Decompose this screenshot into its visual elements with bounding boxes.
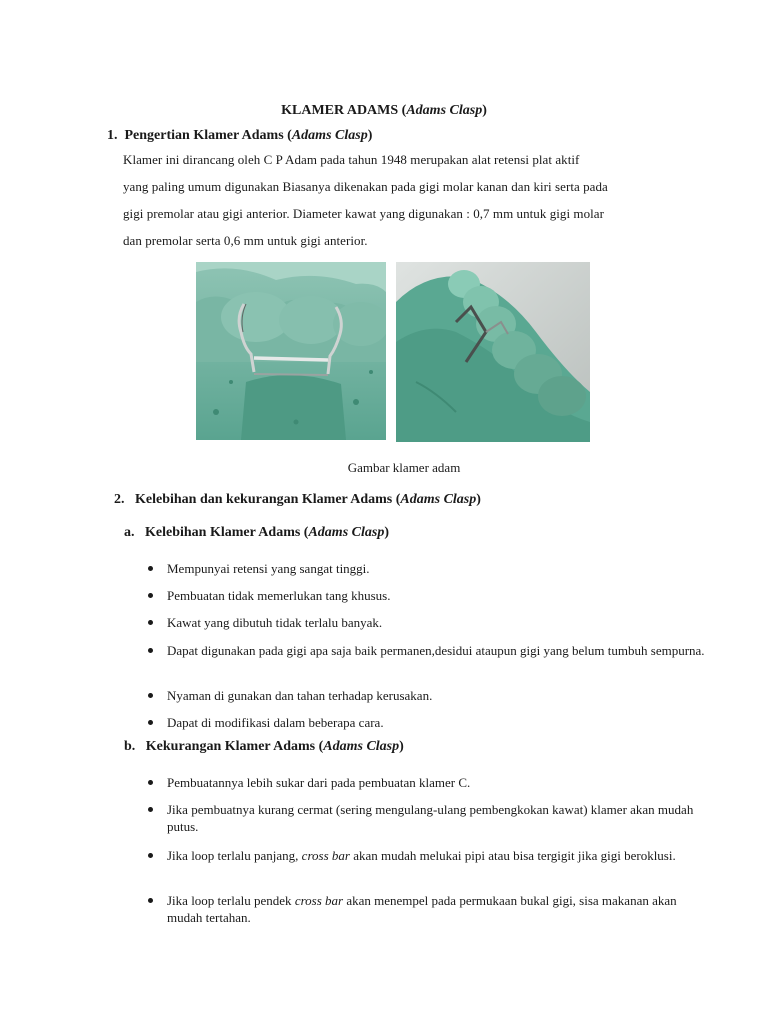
list-item-text: Mempunyai retensi yang sangat tinggi. — [167, 561, 370, 576]
clasp-photo-front — [196, 262, 386, 440]
paragraph-line-3: gigi premolar atau gigi anterior. Diameter kawat yang digunakan : 0,7 mm untuk gigi molar — [123, 206, 604, 221]
bullet-icon — [148, 720, 153, 725]
section-1-end: ) — [367, 128, 373, 143]
title-text: KLAMER ADAMS ( — [281, 103, 407, 118]
clasp-photo-side — [396, 262, 590, 442]
section-2-heading — [114, 492, 481, 508]
subsection-b-text: Kekurangan Klamer Adams ( — [145, 739, 324, 754]
bullet-icon — [148, 648, 153, 653]
list-item — [148, 801, 717, 835]
paragraph-line-4: dan premolar serta 0,6 mm untuk gigi anterior. — [123, 233, 368, 248]
subsection-b-label: b. — [124, 739, 136, 754]
subsection-a-text: Kelebihan Klamer Adams ( — [145, 525, 309, 540]
bullet-icon — [148, 807, 153, 812]
subsection-a-italic: Adams Clasp — [308, 525, 385, 540]
title-end: ) — [482, 103, 487, 118]
bullet-icon — [148, 593, 153, 598]
bullet-icon — [148, 853, 153, 858]
bullet-icon — [148, 693, 153, 698]
list-item-text: Pembuatannya lebih sukar dari pada pembuatan klamer C. — [167, 775, 471, 790]
section-2-end: ) — [476, 492, 481, 507]
list-item — [148, 560, 370, 577]
list-item-text: Nyaman di gunakan dan tahan terhadap kerusakan. — [167, 688, 433, 703]
list-item-text: Dapat di modifikasi dalam beberapa cara. — [167, 715, 384, 730]
list-item-text: Kawat yang dibutuh tidak terlalu banyak. — [167, 615, 383, 630]
section-2-italic: Adams Clasp — [400, 492, 477, 507]
section-2-number: 2. — [114, 492, 125, 507]
bullet-icon — [148, 898, 153, 903]
bullet-icon — [148, 620, 153, 625]
paragraph-line-2: yang paling umum digunakan Biasanya dikenakan pada gigi molar kanan dan kiri serta pada — [123, 179, 608, 194]
list-item — [148, 847, 712, 864]
list-item-text-post: akan menempel pada permukaan bukal gigi, sisa makanan akan mudah tertahan. — [167, 893, 677, 925]
list-item-text: Jika pembuatnya kurang cermat (sering mengulang-ulang pembengkokan kawat) klamer akan mudah putus. — [167, 802, 694, 834]
list-item — [148, 614, 382, 631]
list-item-text: Pembuatan tidak memerlukan tang khusus. — [167, 588, 391, 603]
subsection-a-end: ) — [384, 525, 389, 540]
title-italic: Adams Clasp — [406, 103, 483, 118]
list-item-text-pre: Jika loop terlalu pendek — [167, 893, 295, 908]
list-item-text-em: cross bar — [301, 848, 350, 863]
subsection-b-italic: Adams Clasp — [323, 739, 400, 754]
section-1-text: Pengertian Klamer Adams ( — [124, 128, 292, 143]
list-item — [148, 587, 390, 604]
list-item-text: Dapat digunakan pada gigi apa saja baik permanen,desidui ataupun gigi yang belum tumbuh sempurna. — [167, 643, 705, 658]
subsection-a-label: a. — [124, 525, 135, 540]
section-2-text: Kelebihan dan kekurangan Klamer Adams ( — [135, 492, 401, 507]
list-item-text-pre: Jika loop terlalu panjang, — [167, 848, 302, 863]
list-item — [148, 774, 470, 791]
list-item-text-em: cross bar — [294, 893, 344, 908]
bullet-icon — [148, 780, 153, 785]
subsection-a-heading — [124, 525, 389, 541]
subsection-b-heading — [124, 739, 404, 755]
list-item — [148, 892, 697, 926]
list-item-text-post: akan mudah melukai pipi atau bisa tergigit jika gigi beroklusi. — [349, 848, 676, 863]
list-item — [148, 687, 432, 704]
section-1-number: 1. — [107, 128, 118, 143]
section-1-heading — [107, 128, 372, 144]
bullet-icon — [148, 566, 153, 571]
figure-caption: Gambar klamer adam — [347, 460, 461, 475]
subsection-b-end: ) — [399, 739, 404, 754]
section-1-italic: Adams Clasp — [291, 128, 368, 143]
paragraph-line-1: Klamer ini dirancang oleh C P Adam pada tahun 1948 merupakan alat retensi plat aktif — [123, 152, 580, 167]
document-title — [0, 103, 768, 119]
list-item — [148, 642, 707, 659]
list-item — [148, 714, 384, 731]
